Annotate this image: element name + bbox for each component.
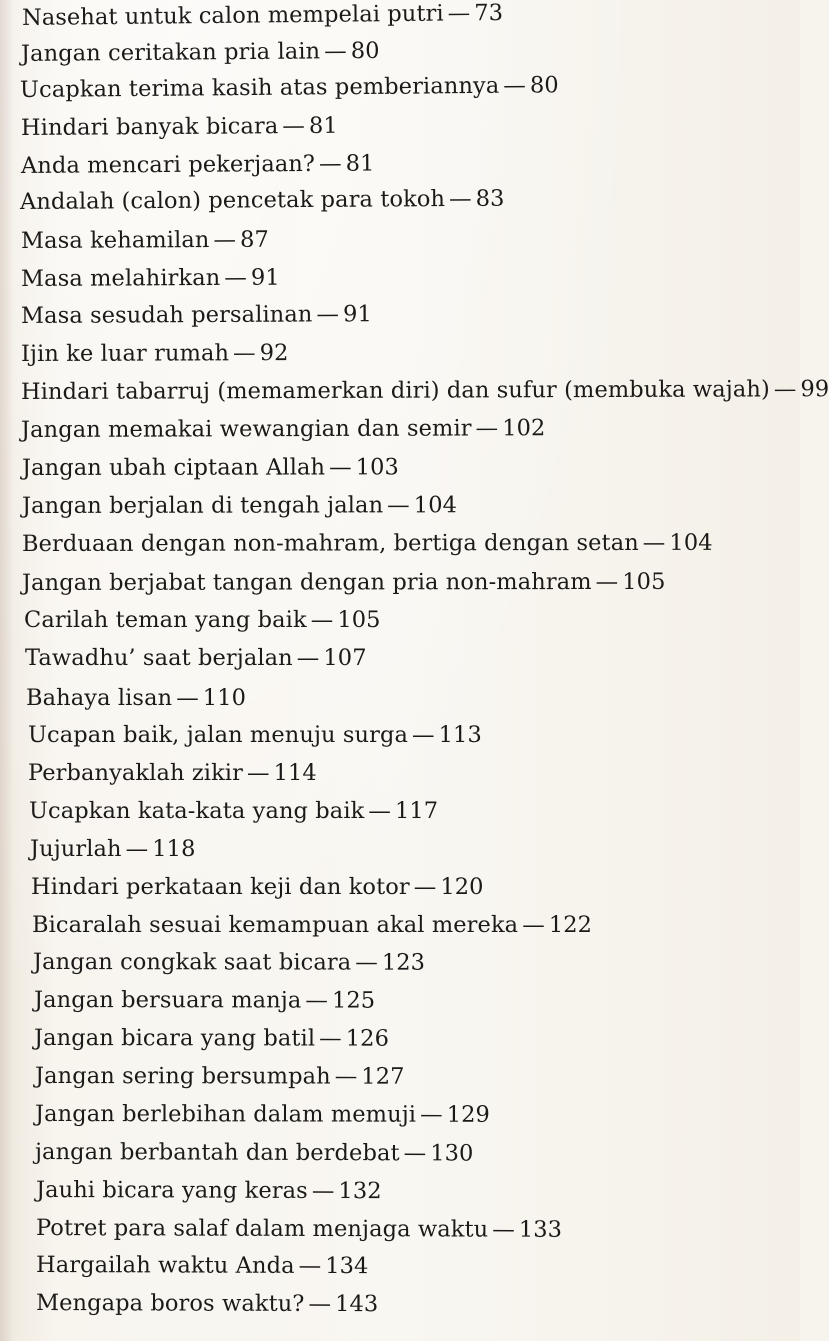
- toc-entry: [21, 264, 280, 293]
- toc-entry: [21, 375, 829, 406]
- toc-page-number: 107: [323, 645, 367, 671]
- toc-entry: [35, 1138, 474, 1168]
- toc-separator: —: [233, 340, 256, 367]
- toc-entry: [36, 1289, 378, 1318]
- toc-entry-title: Masa sesudah persalinan: [20, 301, 313, 329]
- toc-entry: [28, 721, 482, 749]
- toc-entry: [22, 529, 713, 558]
- toc-page-number: 73: [474, 0, 504, 27]
- toc-separator: —: [308, 1290, 332, 1318]
- toc-entry: [32, 911, 592, 939]
- toc-entry-title: Andalah (calon) pencetak para tokoh: [19, 186, 446, 215]
- toc-page-number: 133: [518, 1216, 563, 1243]
- toc-entry-title: Bahaya lisan: [26, 685, 173, 711]
- toc-separator: —: [324, 38, 347, 65]
- toc-page-number: 117: [394, 798, 439, 824]
- toc-entry: [31, 873, 484, 901]
- toc-separator: —: [329, 454, 352, 481]
- toc-separator: —: [334, 1063, 358, 1090]
- toc-entry-title: Jangan bersuara manja: [33, 987, 302, 1014]
- toc-page-number: 122: [548, 912, 593, 938]
- toc-page-number: 91: [250, 264, 280, 291]
- toc-page-number: 105: [337, 607, 381, 633]
- toc-entry: [30, 835, 196, 863]
- toc-separator: —: [387, 492, 410, 519]
- toc-page-number: 103: [355, 454, 399, 481]
- toc-entry-title: Ucapkan kata-kata yang baik: [29, 798, 365, 824]
- toc-page-number: 83: [475, 185, 505, 212]
- toc-entry: [36, 1176, 382, 1205]
- toc-separator: —: [413, 874, 437, 900]
- toc-page-number: 80: [529, 72, 559, 99]
- toc-separator: —: [773, 376, 797, 403]
- toc-entry: [36, 1214, 562, 1244]
- toc-entry: [25, 644, 367, 672]
- toc-entry: [21, 339, 289, 368]
- toc-page-number: 87: [239, 226, 269, 253]
- toc-entry-title: Berduaan dengan non-mahram, bertiga dengan setan: [21, 529, 639, 557]
- toc-page-number: 129: [446, 1101, 490, 1128]
- toc-separator: —: [642, 529, 666, 556]
- toc-entry-title: Ucapan baik, jalan menuju surga: [28, 722, 408, 748]
- toc-page-number: 123: [381, 949, 426, 976]
- toc-entry-title: Carilah teman yang baik: [24, 607, 307, 633]
- toc-page-number: 132: [338, 1178, 382, 1205]
- toc-separator: —: [298, 1252, 322, 1279]
- toc-entry: [20, 71, 559, 104]
- toc-separator: —: [403, 1140, 427, 1167]
- toc-entry-title: Potret para salaf dalam menjaga waktu: [35, 1215, 489, 1243]
- toc-entry-title: Ucapkan terima kasih atas pemberiannya: [19, 72, 500, 103]
- toc-separator: —: [311, 1177, 335, 1205]
- toc-separator: —: [310, 607, 334, 633]
- toc-entry-title: Tawadhu’ saat berjalan: [25, 645, 293, 671]
- toc-page-number: 81: [308, 112, 338, 139]
- toc-entry: [22, 453, 399, 482]
- toc-entry-title: Hargailah waktu Anda: [35, 1252, 295, 1279]
- toc-entry-title: Mengapa boros waktu?: [35, 1290, 305, 1317]
- toc-page-number: 143: [335, 1291, 379, 1318]
- toc-page-number: 81: [345, 150, 375, 177]
- toc-entry: [21, 226, 269, 255]
- toc-entry-title: Masa kehamilan: [20, 227, 210, 254]
- toc-separator: —: [246, 760, 270, 786]
- toc-entry: [36, 1251, 369, 1280]
- toc-entry-title: Jangan ceritakan pria lain: [20, 38, 321, 67]
- toc-entry-title: Masa melahirkan: [20, 264, 221, 292]
- toc-separator: —: [595, 568, 619, 595]
- toc-entry-title: Jangan berlebihan dalam memuji: [34, 1101, 417, 1128]
- toc-entry-title: Bicaralah sesuai kemampuan akal mereka: [32, 912, 519, 938]
- toc-separator: —: [522, 912, 545, 938]
- toc-separator: —: [224, 264, 247, 291]
- toc-entry-title: Nasehat untuk calon mempelai putri: [21, 0, 444, 31]
- toc-separator: —: [213, 226, 237, 253]
- toc-entry: [29, 797, 438, 825]
- toc-page-number: 118: [152, 836, 196, 862]
- toc-page-number: 99: [800, 376, 829, 403]
- toc-entry-title: Jangan ubah ciptaan Allah: [21, 454, 326, 481]
- toc-entry-title: Jangan sering bersumpah: [34, 1063, 331, 1090]
- toc-separator: —: [447, 0, 471, 27]
- toc-separator: —: [305, 987, 329, 1014]
- toc-entry-title: Perbanyaklah zikir: [28, 760, 243, 786]
- toc-page-number: 125: [331, 987, 376, 1014]
- toc-separator: —: [368, 798, 391, 824]
- toc-separator: —: [282, 113, 306, 140]
- toc-entry: [35, 1062, 405, 1091]
- toc-entry: [21, 150, 375, 180]
- toc-entry: [35, 1100, 490, 1129]
- toc-separator: —: [176, 685, 199, 711]
- toc-page-number: 110: [202, 685, 247, 711]
- toc-entry: [26, 684, 246, 712]
- toc-separator: —: [355, 949, 378, 976]
- toc-entry: [21, 37, 380, 68]
- toc-entry-title: Ijin ke luar rumah: [20, 340, 230, 367]
- toc-page-number: 127: [361, 1063, 405, 1090]
- toc-entry: [28, 759, 317, 787]
- toc-entry-title: Jauhi bicara yang keras: [35, 1177, 308, 1204]
- toc-separator: —: [319, 1025, 342, 1052]
- toc-entry-title: Hindari banyak bicara: [20, 113, 279, 141]
- toc-entry-title: Jangan congkak saat bicara: [32, 949, 352, 976]
- toc-separator: —: [296, 645, 320, 671]
- toc-entry: [34, 986, 375, 1015]
- toc-entry: [34, 1024, 389, 1053]
- toc-separator: —: [412, 722, 435, 748]
- toc-entry: [33, 948, 425, 977]
- toc-separator: —: [125, 836, 149, 862]
- toc-entry: [21, 414, 546, 444]
- toc-separator: —: [475, 415, 499, 442]
- toc-page-number: 114: [273, 760, 317, 786]
- toc-separator: —: [420, 1101, 443, 1128]
- toc-entry: [22, 0, 503, 32]
- toc-entry-title: Jangan bicara yang batil: [33, 1025, 316, 1052]
- toc-page-number: 130: [430, 1140, 474, 1167]
- toc-entry: [22, 568, 666, 597]
- toc-separator: —: [318, 150, 342, 177]
- toc-entry-title: Anda mencari pekerjaan?: [20, 150, 316, 179]
- toc-page-number: 92: [259, 340, 289, 367]
- toc-page-number: 91: [342, 301, 372, 328]
- toc-entry-title: Jangan berjabat tangan dengan pria non-mahram: [21, 569, 592, 596]
- toc-entry: [21, 112, 338, 142]
- toc-entry-title: jangan berbantah dan berdebat: [34, 1139, 400, 1167]
- toc-separator: —: [316, 301, 340, 328]
- toc-separator: —: [448, 185, 472, 213]
- toc-page-number: 120: [440, 874, 484, 900]
- toc-page-number: 80: [350, 37, 380, 65]
- toc-separator: —: [492, 1216, 515, 1243]
- toc-entry-title: Jangan memakai wewangian dan semir: [20, 415, 472, 443]
- toc-page-number: 105: [622, 568, 666, 595]
- toc-entry: [21, 300, 372, 330]
- toc-entry-title: Jangan berjalan di tengah jalan: [21, 492, 384, 519]
- toc-page-number: 104: [669, 529, 713, 556]
- toc-page-number: 126: [345, 1025, 390, 1052]
- toc-entry: [22, 491, 457, 520]
- toc-entry-title: Hindari perkataan keji dan kotor: [31, 874, 410, 900]
- toc-page-number: 113: [438, 722, 482, 748]
- page-binding-shadow: [0, 0, 14, 1341]
- toc-separator: —: [503, 72, 527, 99]
- toc-entry: [20, 185, 505, 216]
- toc-entry: [24, 606, 381, 634]
- toc-entry-title: Hindari tabarruj (memamerkan diri) dan sufur (membuka wajah): [20, 376, 770, 405]
- toc-page-number: 134: [325, 1253, 369, 1280]
- toc-entry-title: Jujurlah: [30, 836, 122, 862]
- toc-page-number: 102: [502, 415, 546, 442]
- toc-page-number: 104: [413, 492, 458, 519]
